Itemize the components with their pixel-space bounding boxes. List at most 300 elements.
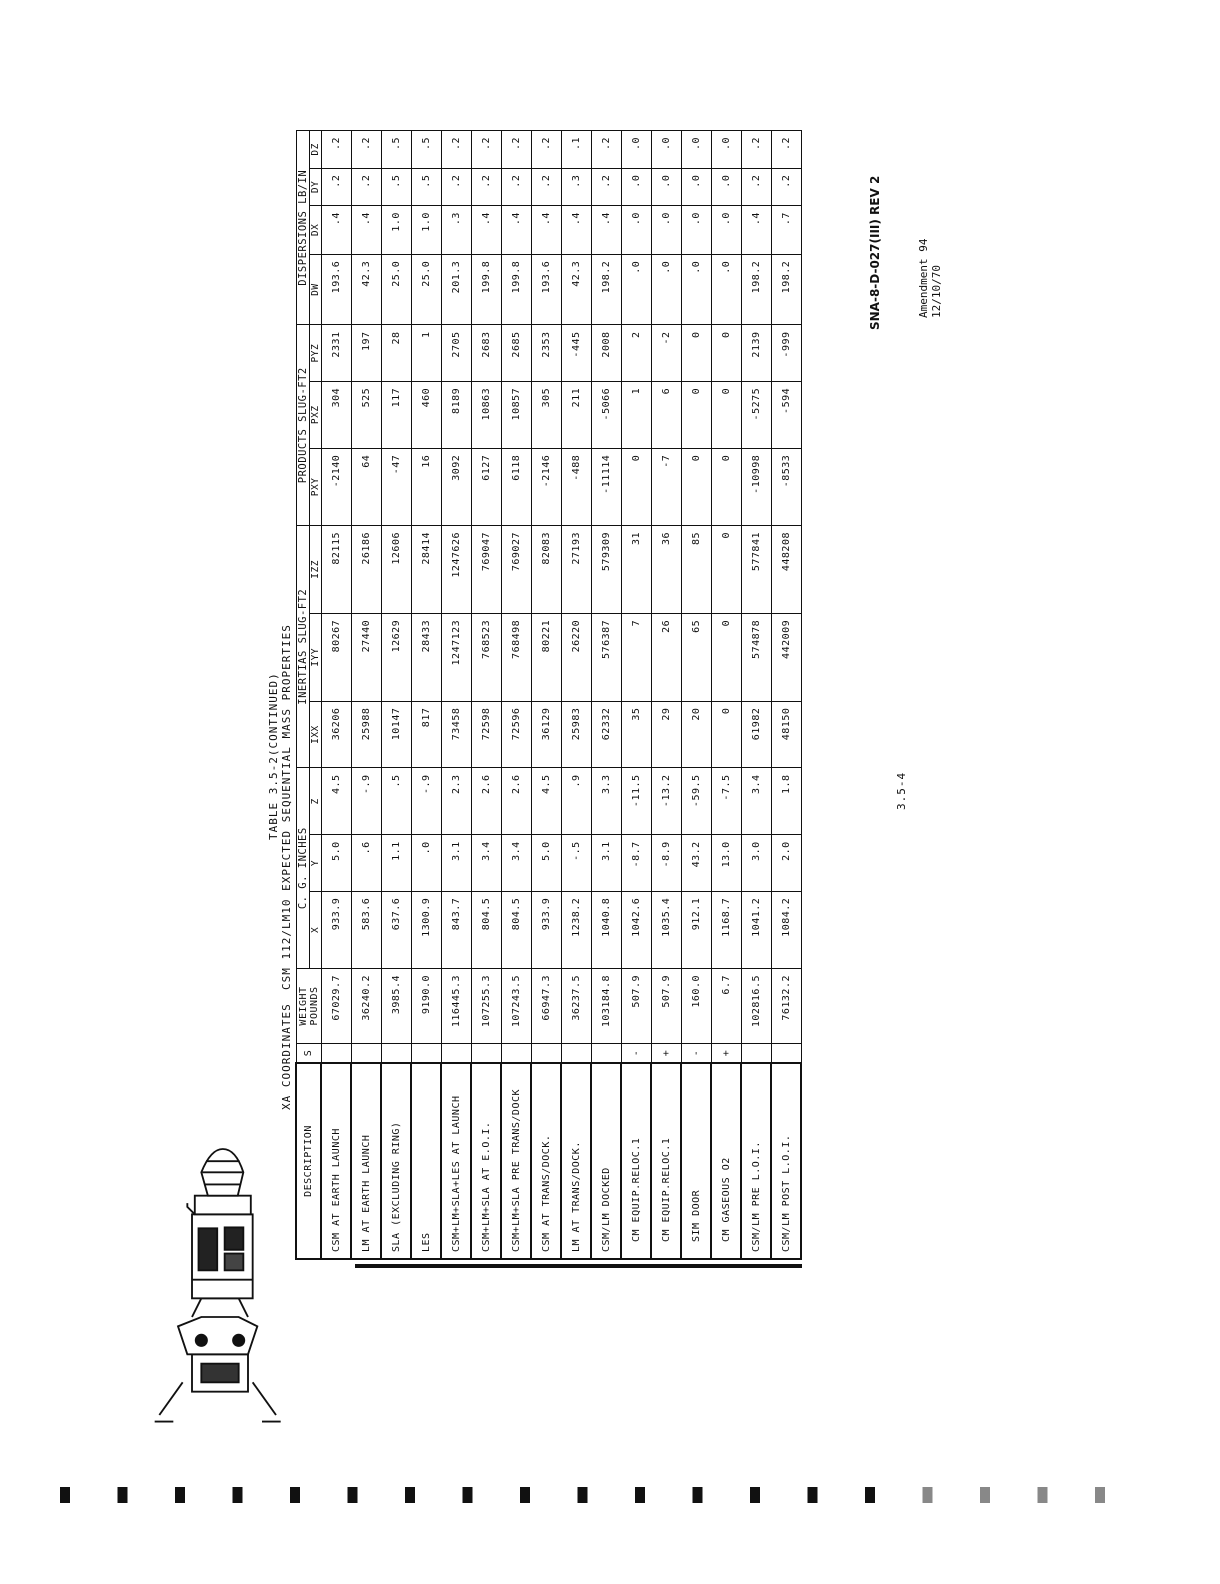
table-row: [321, 131, 351, 1260]
cell-dw: .0: [651, 254, 681, 325]
cell-y: 3.1: [591, 835, 621, 891]
col-izz: IZZ: [309, 526, 321, 614]
edge-mark: [1095, 1487, 1105, 1503]
table-row: [441, 131, 471, 1260]
cell-pxy: -488: [561, 448, 591, 525]
cell-dz: .0: [621, 131, 651, 169]
cell-w: 107243.5: [501, 969, 531, 1044]
cell-w: 103184.8: [591, 969, 621, 1044]
table-row: [561, 131, 591, 1260]
cell-pxy: -2140: [321, 448, 351, 525]
cell-izz: 769047: [471, 526, 501, 614]
cell-dz: .0: [711, 131, 741, 169]
edge-mark: [865, 1487, 875, 1503]
cell-dy: .5: [381, 168, 411, 205]
cell-iyy: 7: [621, 613, 651, 701]
cell-pyz: 2353: [531, 325, 561, 381]
weight-unit: POUNDS: [308, 986, 320, 1026]
cell-dy: .5: [411, 168, 441, 205]
cell-izz: 85: [681, 526, 711, 614]
cell-z: 4.5: [321, 768, 351, 835]
cell-ixx: 73458: [441, 701, 471, 768]
cell-pxz: -594: [771, 381, 801, 448]
table-row: [471, 131, 501, 1260]
cell-izz: 1247626: [441, 526, 471, 614]
cell-dx: 1.0: [381, 206, 411, 255]
cell-pxy: 6118: [501, 448, 531, 525]
cell-ixx: 817: [411, 701, 441, 768]
cell-pxz: -5066: [591, 381, 621, 448]
cell-w: 3985.4: [381, 969, 411, 1044]
cell-dx: .0: [651, 206, 681, 255]
edge-mark: [463, 1487, 473, 1503]
row-description: CSM/LM DOCKED: [591, 1063, 621, 1259]
col-z: Z: [309, 768, 321, 835]
table-row: [411, 131, 441, 1260]
cell-ixx: 25988: [351, 701, 381, 768]
row-description: SIM DOOR: [681, 1063, 711, 1259]
cell-ixx: 61982: [741, 701, 771, 768]
cell-dw: .0: [681, 254, 711, 325]
cell-w: 66947.3: [531, 969, 561, 1044]
row-sign: [381, 1044, 411, 1064]
cell-iyy: 442009: [771, 613, 801, 701]
col-pxz: PXZ: [309, 381, 321, 448]
table-bottom-rule: [355, 1264, 802, 1268]
cell-y: 5.0: [321, 835, 351, 891]
cell-dw: 199.8: [471, 254, 501, 325]
cell-dy: .0: [651, 168, 681, 205]
cell-z: 3.3: [591, 768, 621, 835]
edge-mark: [693, 1487, 703, 1503]
cell-iyy: 574878: [741, 613, 771, 701]
apollo-stack-illustration: [150, 1110, 290, 1440]
row-description: SLA (EXCLUDING RING): [381, 1063, 411, 1259]
cell-iyy: 768498: [501, 613, 531, 701]
row-description: CM EQUIP.RELOC.1: [621, 1063, 651, 1259]
cell-pxz: 460: [411, 381, 441, 448]
cell-ixx: 35: [621, 701, 651, 768]
cell-ixx: 48150: [771, 701, 801, 768]
cell-z: .9: [561, 768, 591, 835]
table-row: [711, 131, 741, 1260]
cell-pxz: 525: [351, 381, 381, 448]
col-pyz: PYZ: [309, 325, 321, 381]
row-sign: [501, 1044, 531, 1064]
cell-pyz: 1: [411, 325, 441, 381]
cell-x: 804.5: [501, 891, 531, 968]
col-iyy: IYY: [309, 613, 321, 701]
cell-dz: .2: [741, 131, 771, 169]
edge-mark: [60, 1487, 70, 1503]
col-y: Y: [309, 835, 321, 891]
cell-w: 67029.7: [321, 969, 351, 1044]
cell-ixx: 10147: [381, 701, 411, 768]
cell-y: 13.0: [711, 835, 741, 891]
cell-dz: .1: [561, 131, 591, 169]
cell-izz: 28414: [411, 526, 441, 614]
cell-x: 933.9: [531, 891, 561, 968]
cell-iyy: 80267: [321, 613, 351, 701]
edge-mark: [980, 1487, 990, 1503]
cell-pyz: -445: [561, 325, 591, 381]
cell-w: 160.0: [681, 969, 711, 1044]
cell-ixx: 36206: [321, 701, 351, 768]
cell-z: 3.4: [741, 768, 771, 835]
cell-dw: .0: [621, 254, 651, 325]
cell-dy: .2: [501, 168, 531, 205]
row-description: CSM+LM+SLA AT E.O.I.: [471, 1063, 501, 1259]
amendment-note: [917, 239, 943, 318]
cell-w: 116445.3: [441, 969, 471, 1044]
cell-pyz: 197: [351, 325, 381, 381]
page-edge-marks: [55, 1483, 1155, 1513]
cell-pxy: -2146: [531, 448, 561, 525]
cell-dw: 198.2: [771, 254, 801, 325]
cell-z: -13.2: [651, 768, 681, 835]
cell-y: -8.9: [651, 835, 681, 891]
cell-y: .6: [351, 835, 381, 891]
table-row: [591, 131, 621, 1260]
cell-z: -7.5: [711, 768, 741, 835]
cell-iyy: 768523: [471, 613, 501, 701]
cell-dx: .4: [561, 206, 591, 255]
row-description: CSM+LM+SLA+LES AT LAUNCH: [441, 1063, 471, 1259]
amendment-date: 12/10/70: [930, 265, 943, 318]
cell-z: -.9: [351, 768, 381, 835]
cell-dx: .4: [351, 206, 381, 255]
cell-x: 1040.8: [591, 891, 621, 968]
cell-z: .5: [381, 768, 411, 835]
cell-dz: .0: [651, 131, 681, 169]
weight-label: WEIGHT: [297, 986, 309, 1026]
edge-mark: [233, 1487, 243, 1503]
table-subtitle: CSM 112/LM10 EXPECTED SEQUENTIAL MASS PROPERTIES: [280, 624, 293, 990]
cell-pyz: 0: [681, 325, 711, 381]
cell-pxz: 304: [321, 381, 351, 448]
mass-properties-table: [295, 130, 802, 1260]
cell-dz: .0: [681, 131, 711, 169]
cell-izz: 769027: [501, 526, 531, 614]
row-sign: [771, 1044, 801, 1064]
cell-izz: 36: [651, 526, 681, 614]
row-sign: [471, 1044, 501, 1064]
cell-pxy: 16: [411, 448, 441, 525]
cell-iyy: 0: [711, 613, 741, 701]
col-x: X: [309, 891, 321, 968]
cell-izz: 577841: [741, 526, 771, 614]
row-sign: [411, 1044, 441, 1064]
cell-z: 2.3: [441, 768, 471, 835]
cell-iyy: 28433: [411, 613, 441, 701]
cell-pxy: 3092: [441, 448, 471, 525]
cell-w: 36237.5: [561, 969, 591, 1044]
cell-pxz: 1: [621, 381, 651, 448]
cell-izz: 0: [711, 526, 741, 614]
row-description: CM EQUIP.RELOC.1: [651, 1063, 681, 1259]
cell-pyz: 2008: [591, 325, 621, 381]
cell-dz: .2: [591, 131, 621, 169]
cell-x: 583.6: [351, 891, 381, 968]
cell-dz: .2: [321, 131, 351, 169]
cell-iyy: 80221: [531, 613, 561, 701]
col-pxy: PXY: [309, 448, 321, 525]
cell-iyy: 65: [681, 613, 711, 701]
cell-dw: 201.3: [441, 254, 471, 325]
cell-w: 102816.5: [741, 969, 771, 1044]
cell-x: 1238.2: [561, 891, 591, 968]
cell-w: 6.7: [711, 969, 741, 1044]
cell-pxz: 305: [531, 381, 561, 448]
cell-dx: .4: [321, 206, 351, 255]
cell-dz: .5: [411, 131, 441, 169]
cell-x: 1168.7: [711, 891, 741, 968]
cell-dy: .3: [561, 168, 591, 205]
cell-z: -11.5: [621, 768, 651, 835]
cell-ixx: 20: [681, 701, 711, 768]
cell-pxy: -8533: [771, 448, 801, 525]
cell-dw: .0: [711, 254, 741, 325]
cell-dy: .2: [741, 168, 771, 205]
group-inertias: INERTIAS SLUG-FT2: [296, 526, 309, 768]
cell-pxz: 211: [561, 381, 591, 448]
edge-mark: [118, 1487, 128, 1503]
edge-mark: [635, 1487, 645, 1503]
cell-y: 3.1: [441, 835, 471, 891]
cell-y: 1.1: [381, 835, 411, 891]
cell-pyz: 2: [621, 325, 651, 381]
row-description: LM AT EARTH LAUNCH: [351, 1063, 381, 1259]
table-body: [321, 131, 801, 1260]
cell-y: 2.0: [771, 835, 801, 891]
cell-pxz: 10857: [501, 381, 531, 448]
cell-z: 2.6: [501, 768, 531, 835]
cell-pyz: 2331: [321, 325, 351, 381]
cell-izz: 579309: [591, 526, 621, 614]
cell-pxz: 0: [681, 381, 711, 448]
row-sign: [591, 1044, 621, 1064]
table-row: [621, 131, 651, 1260]
row-sign: [741, 1044, 771, 1064]
cell-y: 43.2: [681, 835, 711, 891]
cell-dz: .2: [531, 131, 561, 169]
col-description: DESCRIPTION: [296, 1063, 321, 1259]
cell-izz: 27193: [561, 526, 591, 614]
cell-dy: .2: [531, 168, 561, 205]
col-ixx: IXX: [309, 701, 321, 768]
cell-ixx: 72598: [471, 701, 501, 768]
cell-pyz: 2685: [501, 325, 531, 381]
edge-mark: [808, 1487, 818, 1503]
cell-x: 1084.2: [771, 891, 801, 968]
cell-iyy: 26: [651, 613, 681, 701]
row-sign: [531, 1044, 561, 1064]
row-description: CSM AT TRANS/DOCK.: [531, 1063, 561, 1259]
cell-z: 1.8: [771, 768, 801, 835]
col-dw: DW: [309, 254, 321, 325]
cell-pxy: 6127: [471, 448, 501, 525]
cell-dx: .4: [531, 206, 561, 255]
cell-x: 1300.9: [411, 891, 441, 968]
cell-dz: .2: [351, 131, 381, 169]
amendment-text: Amendment 94: [917, 238, 930, 318]
cell-izz: 12606: [381, 526, 411, 614]
cell-dy: .2: [351, 168, 381, 205]
cell-ixx: 72596: [501, 701, 531, 768]
cell-dy: .2: [771, 168, 801, 205]
cell-y: 3.0: [741, 835, 771, 891]
cell-pyz: -999: [771, 325, 801, 381]
cell-dw: 42.3: [561, 254, 591, 325]
cell-w: 507.9: [651, 969, 681, 1044]
cell-dy: .0: [621, 168, 651, 205]
edge-mark: [750, 1487, 760, 1503]
group-dispersions: DISPERSIONS LB/IN: [296, 131, 309, 325]
row-sign: [351, 1044, 381, 1064]
cell-pxz: 8189: [441, 381, 471, 448]
cell-y: -.5: [561, 835, 591, 891]
cell-pxy: -7: [651, 448, 681, 525]
cell-ixx: 29: [651, 701, 681, 768]
cell-iyy: 1247123: [441, 613, 471, 701]
cell-ixx: 36129: [531, 701, 561, 768]
cell-pyz: 0: [711, 325, 741, 381]
cell-dy: .0: [711, 168, 741, 205]
row-sign: -: [621, 1044, 651, 1064]
cell-iyy: 26220: [561, 613, 591, 701]
edge-mark: [578, 1487, 588, 1503]
cell-pxz: 10863: [471, 381, 501, 448]
cell-dx: .7: [771, 206, 801, 255]
cell-y: 3.4: [471, 835, 501, 891]
cell-x: 804.5: [471, 891, 501, 968]
table-row: [681, 131, 711, 1260]
cell-pxy: 0: [681, 448, 711, 525]
cell-x: 912.1: [681, 891, 711, 968]
cell-pxz: 6: [651, 381, 681, 448]
table-row: [501, 131, 531, 1260]
cell-w: 507.9: [621, 969, 651, 1044]
cell-dw: 193.6: [321, 254, 351, 325]
cell-pyz: 2705: [441, 325, 471, 381]
group-products: PRODUCTS SLUG-FT2: [296, 325, 309, 526]
cell-x: 843.7: [441, 891, 471, 968]
row-description: CSM AT EARTH LAUNCH: [321, 1063, 351, 1259]
edge-mark: [1038, 1487, 1048, 1503]
cell-pxy: -47: [381, 448, 411, 525]
row-sign: +: [651, 1044, 681, 1064]
cell-dx: .3: [441, 206, 471, 255]
table-row: [381, 131, 411, 1260]
col-dx: DX: [309, 206, 321, 255]
cell-dz: .2: [441, 131, 471, 169]
cell-dy: .2: [441, 168, 471, 205]
cell-pxy: -11114: [591, 448, 621, 525]
table-row: [771, 131, 801, 1260]
table-row: [531, 131, 561, 1260]
col-weight: [296, 969, 321, 1044]
cell-dy: .2: [471, 168, 501, 205]
row-description: CSM/LM PRE L.O.I.: [741, 1063, 771, 1259]
cell-dz: .2: [501, 131, 531, 169]
edge-mark: [348, 1487, 358, 1503]
edge-mark: [923, 1487, 933, 1503]
cell-dx: .4: [591, 206, 621, 255]
cell-w: 107255.3: [471, 969, 501, 1044]
edge-mark: [520, 1487, 530, 1503]
row-description: CSM+LM+SLA PRE TRANS/DOCK: [501, 1063, 531, 1259]
cell-y: 3.4: [501, 835, 531, 891]
edge-mark: [175, 1487, 185, 1503]
cell-z: -59.5: [681, 768, 711, 835]
cell-pyz: 2139: [741, 325, 771, 381]
cell-x: 637.6: [381, 891, 411, 968]
cell-z: 2.6: [471, 768, 501, 835]
cell-izz: 26186: [351, 526, 381, 614]
cell-pxz: -5275: [741, 381, 771, 448]
cell-dw: 25.0: [381, 254, 411, 325]
col-dy: DY: [309, 168, 321, 205]
cell-ixx: 62332: [591, 701, 621, 768]
edge-mark: [405, 1487, 415, 1503]
cell-dw: 193.6: [531, 254, 561, 325]
rotated-page: [140, 130, 930, 1440]
cell-pyz: -2: [651, 325, 681, 381]
cell-pxy: 64: [351, 448, 381, 525]
cell-dx: 1.0: [411, 206, 441, 255]
cell-w: 36240.2: [351, 969, 381, 1044]
row-sign: [561, 1044, 591, 1064]
cell-pxy: -10998: [741, 448, 771, 525]
cell-ixx: 25983: [561, 701, 591, 768]
cell-dw: 199.8: [501, 254, 531, 325]
row-description: CM GASEOUS O2: [711, 1063, 741, 1259]
cell-dx: .0: [681, 206, 711, 255]
col-dz: DZ: [309, 131, 321, 169]
cell-izz: 31: [621, 526, 651, 614]
row-sign: [321, 1044, 351, 1064]
document-id: SNA-8-D-027(III) REV 2: [868, 175, 882, 330]
cell-dx: .4: [471, 206, 501, 255]
cell-dy: .0: [681, 168, 711, 205]
coordinate-system-label: XA COORDINATES: [280, 1003, 293, 1110]
cell-y: 5.0: [531, 835, 561, 891]
cell-dy: .2: [321, 168, 351, 205]
cell-y: -8.7: [621, 835, 651, 891]
cell-ixx: 0: [711, 701, 741, 768]
table-row: [651, 131, 681, 1260]
row-description: LES: [411, 1063, 441, 1259]
cell-x: 1041.2: [741, 891, 771, 968]
cell-izz: 448208: [771, 526, 801, 614]
group-cg: C. G. INCHES: [296, 768, 309, 969]
table-row: [741, 131, 771, 1260]
cell-izz: 82083: [531, 526, 561, 614]
edge-mark: [290, 1487, 300, 1503]
cell-dx: .0: [711, 206, 741, 255]
cell-dx: .4: [741, 206, 771, 255]
cell-dw: 42.3: [351, 254, 381, 325]
table-row: [351, 131, 381, 1260]
cell-iyy: 576387: [591, 613, 621, 701]
row-description: CSM/LM POST L.O.I.: [771, 1063, 801, 1259]
cell-dx: .4: [501, 206, 531, 255]
table-title: TABLE 3.5-2(CONTINUED): [267, 672, 280, 840]
row-sign: +: [711, 1044, 741, 1064]
cell-dy: .2: [591, 168, 621, 205]
cell-x: 1035.4: [651, 891, 681, 968]
cell-z: -.9: [411, 768, 441, 835]
